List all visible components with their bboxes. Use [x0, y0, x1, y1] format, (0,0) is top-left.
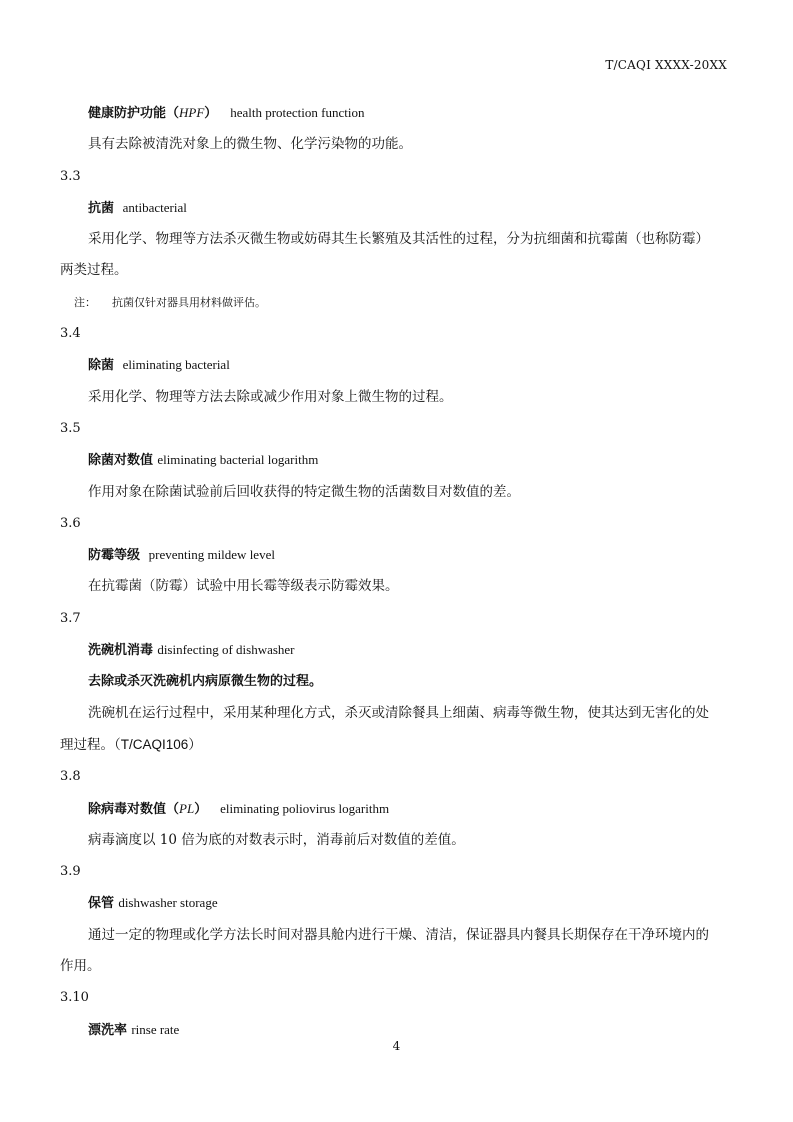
standard-reference: T/CAQI106	[120, 736, 189, 752]
clause-number-3-8: 3.8	[60, 769, 81, 785]
term-heading-3-4: 除菌 eliminating bacterial	[88, 357, 230, 374]
term-heading-3-7: 洗碗机消毒 disinfecting of dishwasher	[88, 642, 295, 659]
definition-3-4: 采用化学、物理等方法去除或减少作用对象上微生物的过程。	[88, 388, 453, 405]
term-heading-3-6: 防霉等级 preventing mildew level	[88, 547, 275, 564]
definition-3-5: 作用对象在除菌试验前后回收获得的特定微生物的活菌数目对数值的差。	[88, 483, 520, 500]
clause-number-3-9: 3.9	[60, 864, 81, 880]
term-heading-3-8: 除病毒对数值（PL） eliminating poliovirus logarithm	[88, 800, 390, 817]
term-heading-3-3: 抗菌 antibacterial	[88, 199, 187, 216]
definition-3-3-line1: 采用化学、物理等方法杀灭微生物或妨碍其生长繁殖及其活性的过程，分为抗细菌和抗霉菌（也称防霉）	[88, 231, 709, 248]
document-body	[60, 97, 730, 1046]
term-heading-3-5: 除菌对数值 eliminating bacterial logarithm	[88, 452, 319, 469]
note-label: 注：	[74, 295, 96, 309]
definition-3-7-line1: 洗碗机在运行过程中，采用某种理化方式，杀灭或清除餐具上细菌、病毒等微生物，使其达到无害化的处	[88, 704, 709, 721]
definition-3-6: 在抗霉菌（防霉）试验中用长霉等级表示防霉效果。	[88, 578, 399, 595]
definition-3-3-line2: 两类过程。	[60, 262, 128, 279]
clause-number-3-3: 3.3	[60, 168, 81, 184]
note-text: 抗菌仅针对器具用材料做评估。	[112, 295, 266, 309]
definition-hpf: 具有去除被清洗对象上的微生物、化学污染物的功能。	[88, 136, 412, 153]
definition-3-9-line2: 作用。	[60, 958, 101, 975]
definition-3-9-line1: 通过一定的物理或化学方法长时间对器具舱内进行干燥、清洁，保证器具内餐具长期保存在干净环境内的	[88, 926, 709, 943]
document-code-header: T/CAQI XXXX-20XX	[605, 58, 727, 72]
definition-3-7-bold: 去除或杀灭洗碗机内病原微生物的过程。	[88, 674, 323, 690]
definition-3-8: 病毒滴度以 10 倍为底的对数表示时，消毒前后对数值的差值。	[88, 831, 465, 848]
clause-number-3-7: 3.7	[60, 610, 81, 626]
clause-number-3-5: 3.5	[60, 420, 81, 436]
clause-number-3-6: 3.6	[60, 515, 81, 531]
clause-number-3-10: 3.10	[60, 990, 89, 1006]
term-heading-hpf: 健康防护功能（HPF） health protection function	[88, 105, 365, 121]
note-3-3	[60, 287, 730, 318]
definition-3-7-line2: 理过程。（T/CAQI106）	[60, 736, 202, 753]
term-heading-3-9: 保管 dishwasher storage	[88, 895, 218, 912]
page-number: 4	[392, 1039, 401, 1053]
clause-number-3-4: 3.4	[60, 326, 81, 342]
term-heading-3-10: 漂洗率 rinse rate	[88, 1021, 180, 1038]
